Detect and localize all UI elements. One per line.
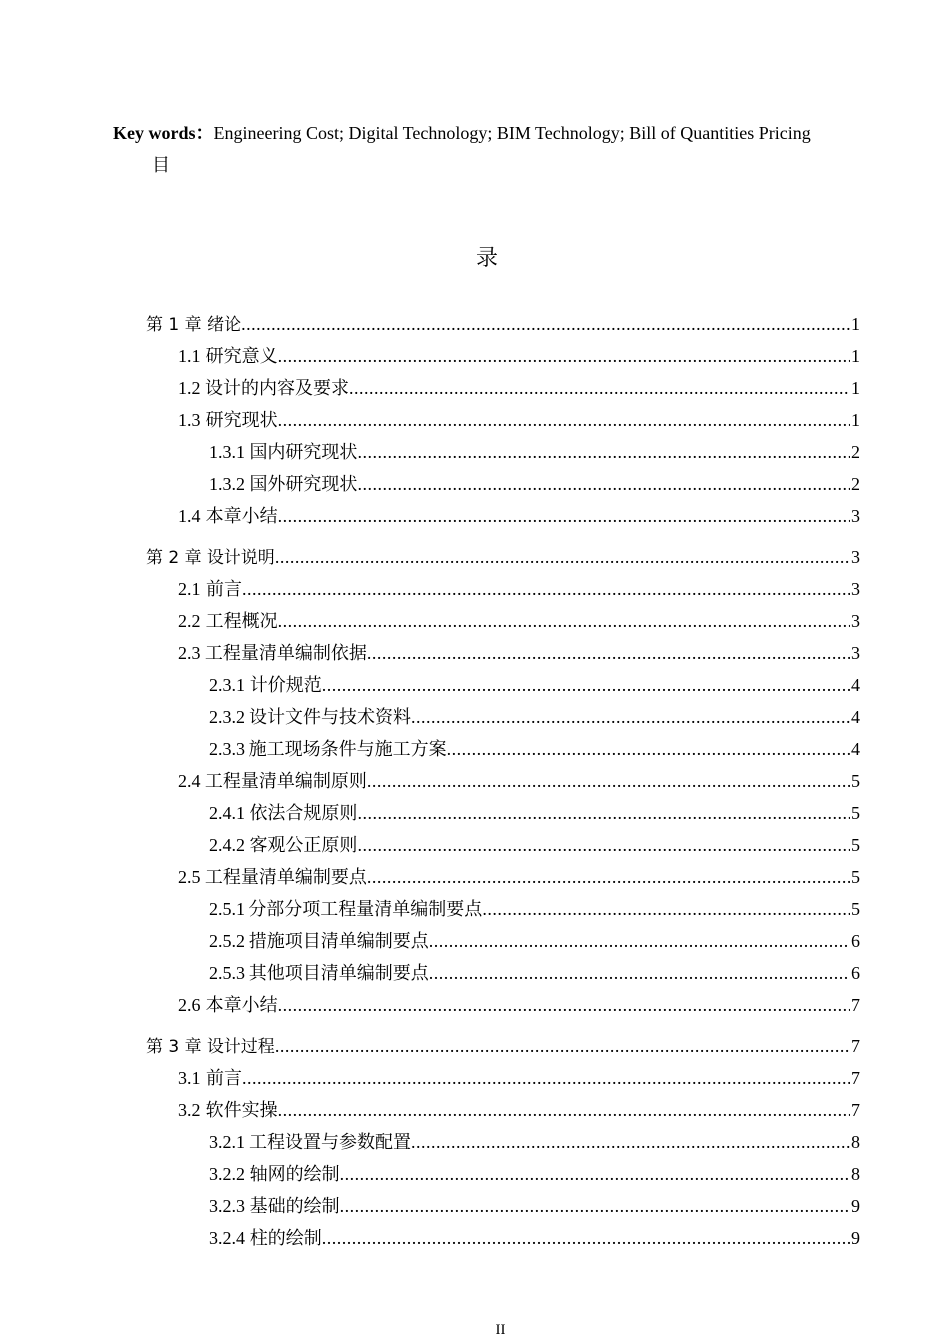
toc-entry[interactable]: [209, 737, 860, 761]
toc-entry-number: 2.3.2: [209, 707, 245, 727]
toc-entry-title: 本章小结: [205, 995, 278, 1015]
toc-entry-number: 第 1 章: [146, 315, 202, 335]
toc-entry[interactable]: [178, 577, 860, 601]
toc-dot-leader: [367, 769, 850, 793]
toc-entry[interactable]: [178, 344, 860, 368]
toc-dot-leader: [322, 1226, 850, 1250]
toc-entry-title: 国内研究现状: [249, 442, 358, 462]
toc-entry[interactable]: [146, 1034, 860, 1058]
toc-dot-leader: [367, 865, 850, 889]
toc-entry-number: 3.1: [178, 1068, 201, 1088]
toc-entry-page: 5: [851, 803, 860, 823]
toc-entry[interactable]: [209, 440, 860, 464]
toc-entry[interactable]: [178, 1066, 860, 1090]
toc-entry-number: 2.3.3: [209, 739, 245, 759]
toc-entry-title: 设计过程: [206, 1037, 275, 1057]
toc-dot-leader: [482, 897, 850, 921]
toc-dot-leader: [322, 673, 850, 697]
toc-entry[interactable]: [209, 897, 860, 921]
toc-entry-title: 工程设置与参数配置: [248, 1132, 411, 1152]
toc-dot-leader: [241, 312, 850, 336]
toc-entry[interactable]: [178, 865, 860, 889]
toc-entry-page: 5: [851, 867, 860, 887]
toc-entry-page: 2: [851, 442, 860, 462]
toc-entry-number: 第 3 章: [146, 1037, 202, 1057]
toc-entry-page: 5: [851, 771, 860, 791]
toc-entry-page: 3: [851, 611, 860, 631]
toc-entry-page: 7: [851, 1068, 860, 1088]
toc-entry[interactable]: [178, 1098, 860, 1122]
toc-entry-title: 工程量清单编制要点: [204, 867, 367, 887]
page-number: II: [495, 1322, 506, 1338]
toc-entry-number: 2.4.1: [209, 803, 245, 823]
toc-entry-number: 2.3.1: [209, 675, 245, 695]
toc-entry-title: 措施项目清单编制要点: [248, 931, 429, 951]
toc-entry-page: 7: [851, 1100, 860, 1120]
toc-entry[interactable]: [146, 545, 860, 569]
toc-dot-leader: [278, 408, 850, 432]
toc-entry-title: 柱的绘制: [249, 1228, 322, 1248]
toc-entry-page: 1: [851, 410, 860, 430]
toc-entry-title: 基础的绘制: [249, 1196, 340, 1216]
toc-entry-number: 3.2.2: [209, 1164, 245, 1184]
toc-entry-number: 1.3.2: [209, 474, 245, 494]
toc-entry-title: 设计文件与技术资料: [248, 707, 411, 727]
toc-dot-leader: [278, 993, 850, 1017]
toc-dot-leader: [242, 1066, 850, 1090]
toc-heading-part2: 录: [475, 245, 498, 270]
toc-entry-number: 1.3.1: [209, 442, 245, 462]
toc-entry-title: 工程量清单编制依据: [204, 643, 367, 663]
toc-entry-number: 2.6: [178, 995, 201, 1015]
toc-entry-number: 2.2: [178, 611, 201, 631]
toc-entry-number: 2.4: [178, 771, 201, 791]
toc-entry-page: 1: [851, 378, 860, 398]
toc-entry-page: 5: [851, 835, 860, 855]
toc-entry-page: 3: [851, 643, 860, 663]
toc-entry-page: 8: [851, 1132, 860, 1152]
toc-entry-title: 设计说明: [206, 548, 275, 568]
toc-entry-number: 3.2: [178, 1100, 201, 1120]
toc-entry-page: 6: [851, 931, 860, 951]
toc-entry-number: 2.5.1: [209, 899, 245, 919]
toc-entry-page: 4: [851, 675, 860, 695]
toc-entry[interactable]: [178, 376, 860, 400]
toc-entry-page: 4: [851, 739, 860, 759]
toc-dot-leader: [278, 1098, 850, 1122]
toc-entry[interactable]: [209, 1194, 860, 1218]
toc-entry[interactable]: [209, 961, 860, 985]
toc-entry-number: 1.2: [178, 378, 201, 398]
toc-dot-leader: [278, 609, 850, 633]
toc-entry-number: 3.2.1: [209, 1132, 245, 1152]
toc-entry-page: 3: [851, 547, 860, 567]
keywords-label: Key words：: [113, 123, 214, 143]
toc-dot-leader: [242, 577, 850, 601]
toc-entry[interactable]: [209, 1226, 860, 1250]
toc-entry-number: 3.2.4: [209, 1228, 245, 1248]
toc-entry-number: 2.5: [178, 867, 201, 887]
toc-entry[interactable]: [209, 1130, 860, 1154]
toc-entry-title: 本章小结: [205, 506, 278, 526]
toc-entry-title: 国外研究现状: [249, 474, 358, 494]
toc-dot-leader: [275, 545, 850, 569]
toc-entry-title: 其他项目清单编制要点: [248, 963, 429, 983]
toc-entry-title: 施工现场条件与施工方案: [248, 739, 447, 759]
toc-entry-number: 2.4.2: [209, 835, 245, 855]
toc-dot-leader: [367, 641, 850, 665]
toc-entry-page: 9: [851, 1196, 860, 1216]
toc-dot-leader: [357, 472, 850, 496]
toc-entry-number: 3.2.3: [209, 1196, 245, 1216]
toc-entry[interactable]: [209, 472, 860, 496]
toc-dot-leader: [411, 1130, 850, 1154]
toc-dot-leader: [357, 801, 850, 825]
toc-entry[interactable]: [178, 641, 860, 665]
toc-entry-number: 第 2 章: [146, 548, 202, 568]
toc-entry-number: 1.4: [178, 506, 201, 526]
toc-dot-leader: [429, 961, 850, 985]
toc-entry-page: 5: [851, 899, 860, 919]
toc-entry[interactable]: [178, 769, 860, 793]
toc-entry-title: 依法合规原则: [249, 803, 358, 823]
toc-entry-number: 1.3: [178, 410, 201, 430]
toc-entry-page: 1: [851, 346, 860, 366]
toc-entry-page: 8: [851, 1164, 860, 1184]
toc-entry[interactable]: [209, 673, 860, 697]
toc-entry-title: 研究现状: [205, 410, 278, 430]
toc-dot-leader: [278, 344, 850, 368]
toc-entry-number: 1.1: [178, 346, 201, 366]
toc-entry-number: 2.1: [178, 579, 201, 599]
toc-entry-title: 研究意义: [205, 346, 278, 366]
toc-entry-page: 4: [851, 707, 860, 727]
toc-entry-page: 6: [851, 963, 860, 983]
toc-entry[interactable]: [146, 312, 860, 336]
toc-entry-title: 设计的内容及要求: [205, 378, 350, 398]
toc-entry[interactable]: [178, 993, 860, 1017]
toc-entry-number: 2.5.2: [209, 931, 245, 951]
toc-dot-leader: [278, 504, 850, 528]
toc-entry[interactable]: [209, 929, 860, 953]
toc-entry[interactable]: [209, 833, 860, 857]
keywords-text: Engineering Cost; Digital Technology; BIM Technology; Bill of Quantities Pricing: [213, 123, 811, 143]
toc-dot-leader: [429, 929, 850, 953]
toc-entry[interactable]: [178, 504, 860, 528]
toc-entry-title: 轴网的绘制: [249, 1164, 340, 1184]
toc-entry-page: 3: [851, 579, 860, 599]
toc-entry-page: 2: [851, 474, 860, 494]
toc-entry-title: 软件实操: [205, 1100, 278, 1120]
toc-dot-leader: [357, 833, 850, 857]
toc-entry-number: 2.3: [178, 643, 201, 663]
toc-entry-title: 绪论: [207, 315, 242, 335]
toc-entry-page: 1: [851, 314, 860, 334]
toc-entry-number: 2.5.3: [209, 963, 245, 983]
toc-entry[interactable]: [178, 408, 860, 432]
toc-entry-title: 计价规范: [249, 675, 322, 695]
toc-entry[interactable]: [178, 609, 860, 633]
toc-entry[interactable]: [209, 801, 860, 825]
toc-dot-leader: [340, 1194, 850, 1218]
toc-dot-leader: [340, 1162, 850, 1186]
toc-entry-title: 工程概况: [205, 611, 278, 631]
toc-entry-title: 工程量清单编制原则: [204, 771, 367, 791]
toc-dot-leader: [275, 1034, 850, 1058]
toc-dot-leader: [447, 737, 850, 761]
toc-entry-page: 9: [851, 1228, 860, 1248]
toc-heading-part1: 目: [152, 155, 170, 175]
toc-entry-title: 前言: [205, 579, 242, 599]
toc-dot-leader: [411, 705, 850, 729]
toc-entry-title: 客观公正原则: [249, 835, 358, 855]
toc-dot-leader: [357, 440, 850, 464]
toc-entry-page: 7: [851, 995, 860, 1015]
toc-entry-page: 7: [851, 1036, 860, 1056]
toc-entry[interactable]: [209, 705, 860, 729]
toc-entry-title: 分部分项工程量清单编制要点: [248, 899, 483, 919]
toc-dot-leader: [349, 376, 850, 400]
toc-entry[interactable]: [209, 1162, 860, 1186]
toc-entry-page: 3: [851, 506, 860, 526]
toc-entry-title: 前言: [205, 1068, 242, 1088]
